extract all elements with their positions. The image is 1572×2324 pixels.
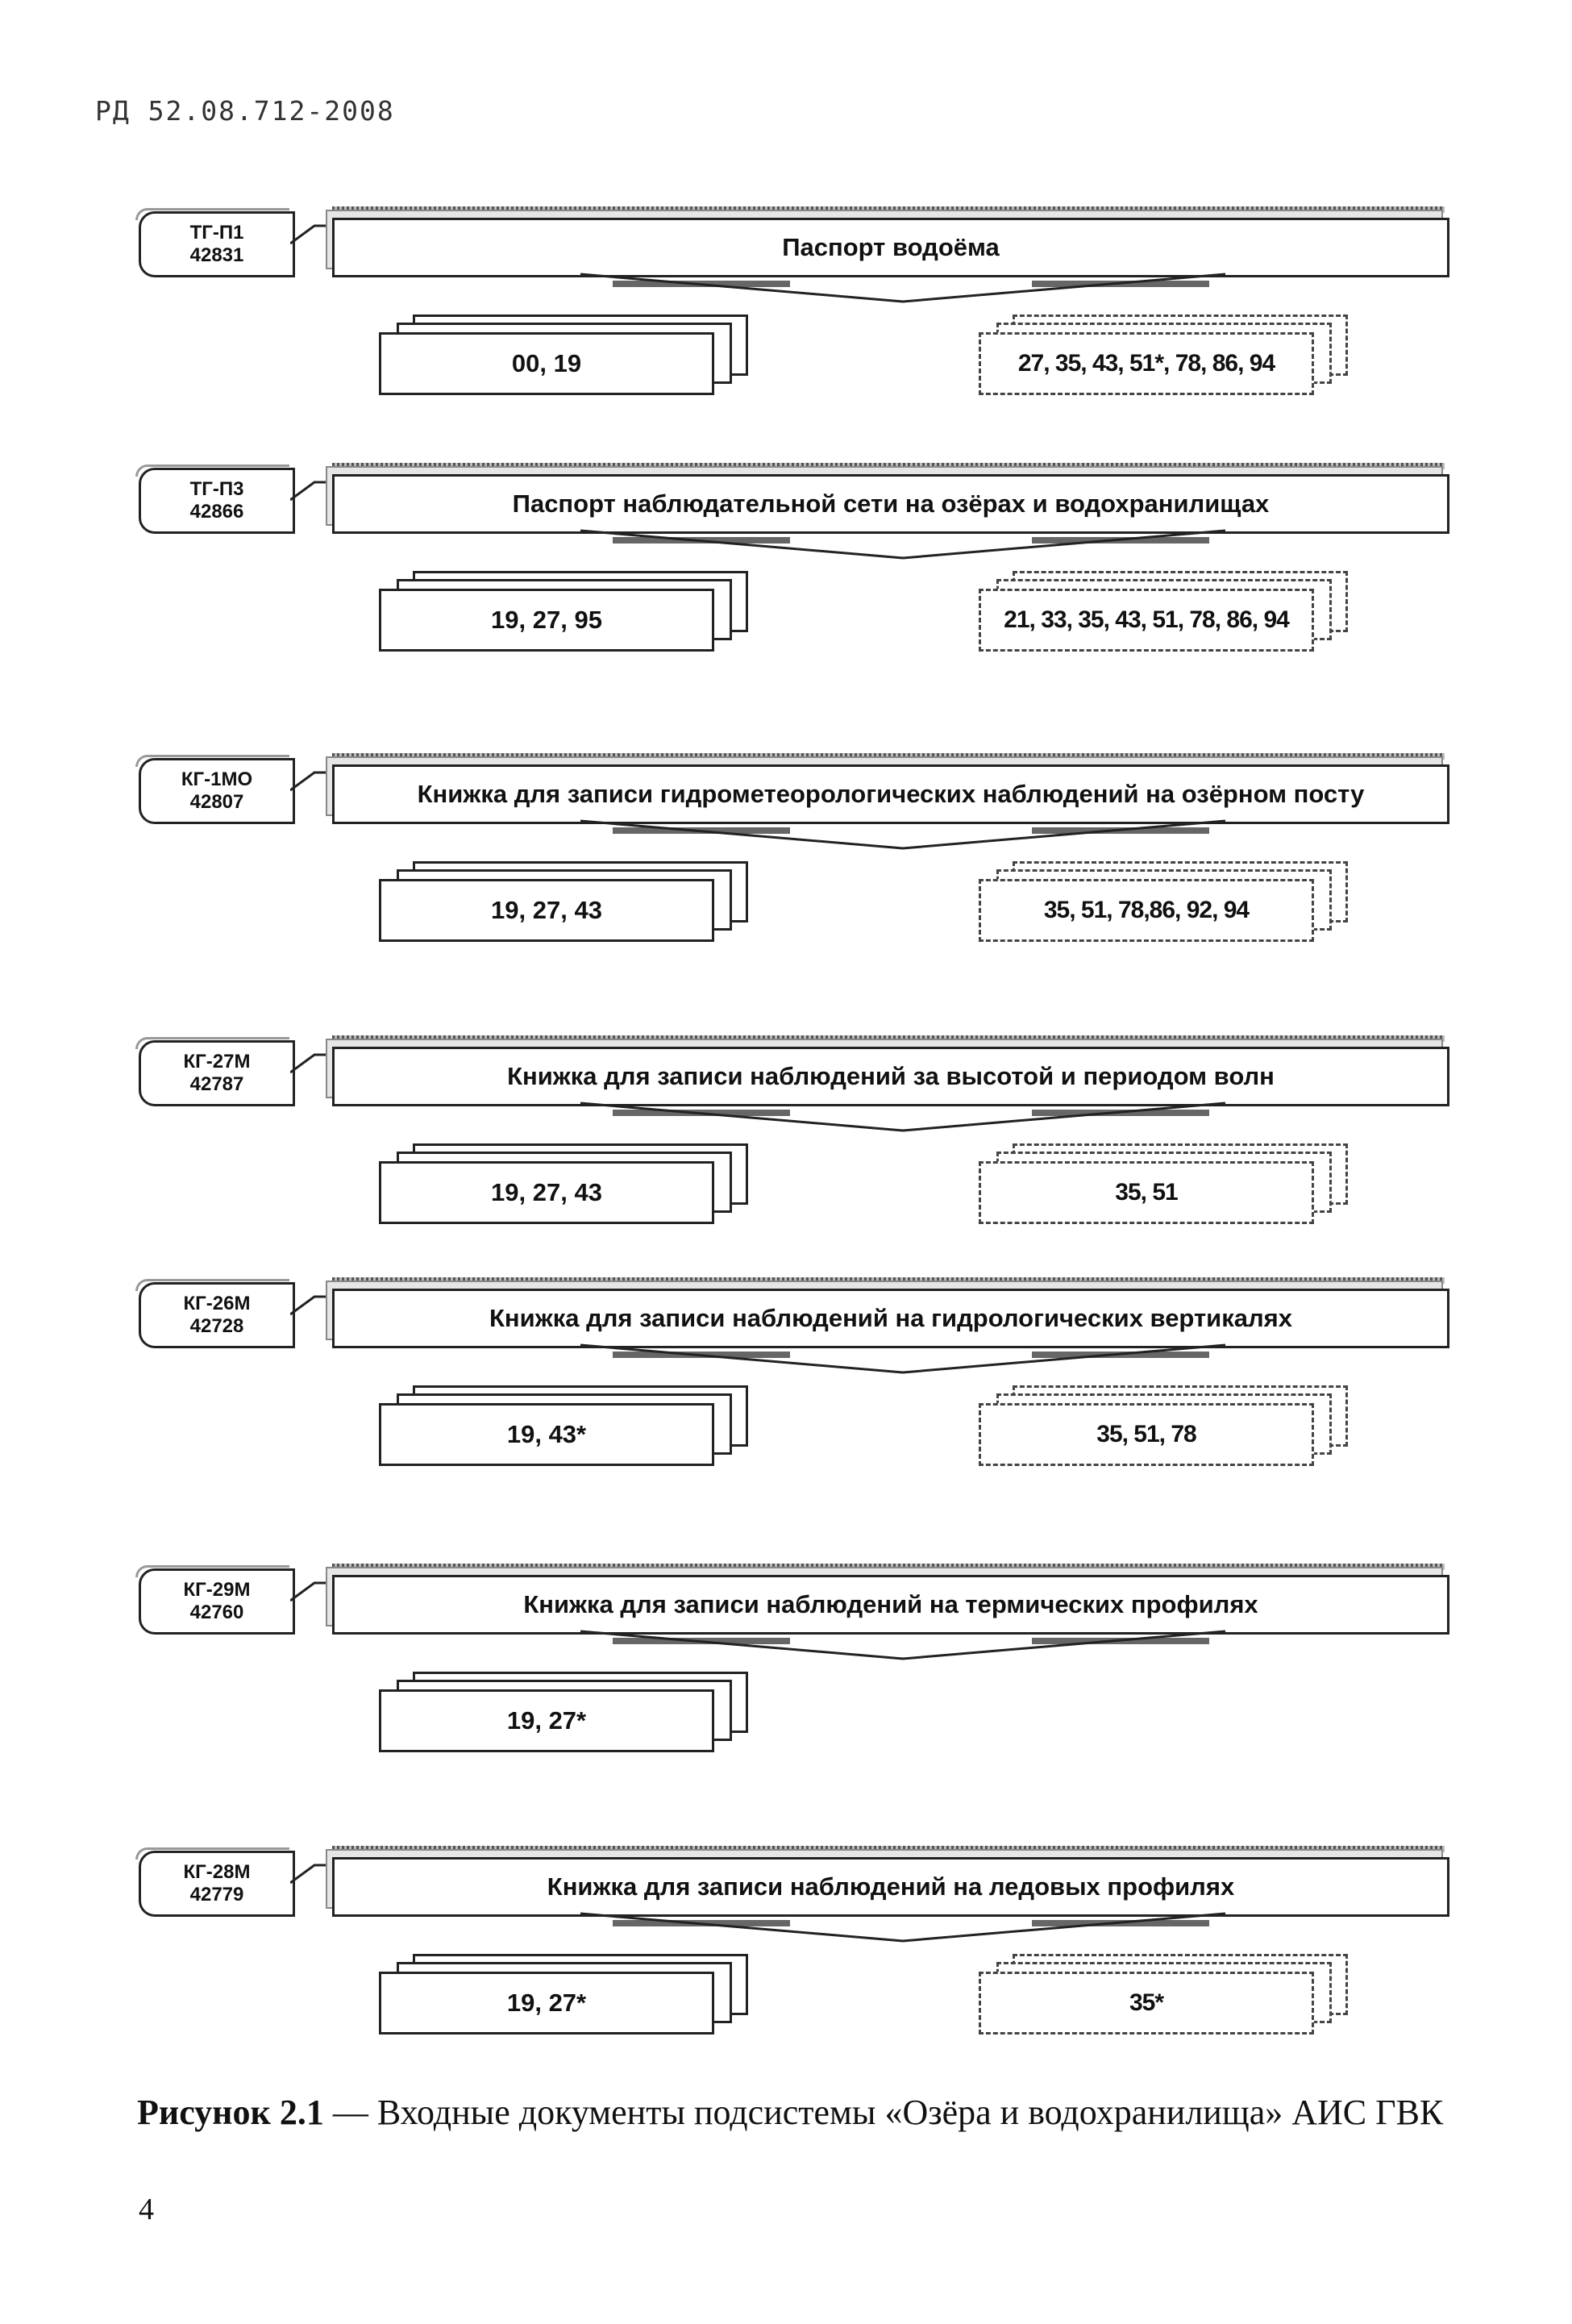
document-sheet: 19, 27, 43 bbox=[379, 1161, 714, 1224]
optional-documents-stack bbox=[979, 1954, 1350, 2035]
document-sheet: 35* bbox=[979, 1972, 1314, 2035]
document-block bbox=[0, 1040, 1572, 1282]
split-arrow bbox=[580, 1102, 1225, 1134]
document-title: Книжка для записи гидрометеорологических наблюдений на озёрном посту bbox=[332, 764, 1449, 824]
document-sheet: 19, 27, 95 bbox=[379, 589, 714, 652]
title-shadow-bar bbox=[332, 206, 1445, 213]
optional-documents-stack bbox=[979, 1143, 1350, 1224]
page-number: 4 bbox=[139, 2193, 154, 2226]
document-sheet: 35, 51 bbox=[979, 1161, 1314, 1224]
form-code: КГ-26М bbox=[183, 1293, 251, 1314]
form-code-box bbox=[139, 1851, 295, 1917]
form-number: 42760 bbox=[189, 1601, 244, 1623]
title-shadow-bar bbox=[332, 1035, 1445, 1042]
document-sheet: 19, 27* bbox=[379, 1689, 714, 1752]
form-code-box bbox=[139, 1040, 295, 1106]
form-code-box bbox=[139, 468, 295, 534]
optional-documents-stack bbox=[979, 861, 1350, 942]
split-arrow bbox=[580, 819, 1225, 852]
split-arrow bbox=[580, 1343, 1225, 1376]
document-sheet: 19, 27* bbox=[379, 1972, 714, 2035]
callout-connector bbox=[290, 1052, 339, 1076]
document-title: Паспорт наблюдательной сети на озёрах и водохранилищах bbox=[332, 474, 1449, 534]
source-documents-stack bbox=[379, 1385, 750, 1466]
figure-caption-text: — Входные документы подсистемы «Озёра и водохранилища» АИС ГВК bbox=[323, 2093, 1444, 2132]
split-arrow bbox=[580, 1912, 1225, 1944]
form-number: 42787 bbox=[189, 1073, 244, 1095]
source-documents-stack bbox=[379, 314, 750, 395]
figure-label: Рисунок 2.1 bbox=[137, 2093, 324, 2132]
source-documents-stack bbox=[379, 1672, 750, 1752]
document-title: Книжка для записи наблюдений за высотой и периодом волн bbox=[332, 1047, 1449, 1106]
document-sheet: 00, 19 bbox=[379, 332, 714, 395]
document-block bbox=[0, 1282, 1572, 1524]
document-title: Книжка для записи наблюдений на термических профилях bbox=[332, 1575, 1449, 1635]
form-code: КГ-27М bbox=[183, 1051, 251, 1072]
form-code: ТГ-П1 bbox=[189, 222, 244, 244]
form-code-box bbox=[139, 1282, 295, 1348]
document-title: Паспорт водоёма bbox=[332, 218, 1449, 277]
form-code-box bbox=[139, 211, 295, 277]
form-code: ТГ-П3 bbox=[189, 478, 244, 500]
document-sheet: 35, 51, 78,86, 92, 94 bbox=[979, 879, 1314, 942]
document-header: РД 52.08.712-2008 bbox=[95, 95, 395, 127]
title-shadow-bar bbox=[332, 463, 1445, 469]
figure-caption bbox=[137, 2092, 1443, 2133]
form-number: 42779 bbox=[189, 1884, 244, 1905]
source-documents-stack bbox=[379, 1143, 750, 1224]
split-arrow bbox=[580, 1630, 1225, 1662]
source-documents-stack bbox=[379, 571, 750, 652]
document-title: Книжка для записи наблюдений на ледовых профилях bbox=[332, 1857, 1449, 1917]
callout-connector bbox=[290, 1862, 339, 1886]
form-code: КГ-1МО bbox=[181, 768, 253, 790]
form-number: 42728 bbox=[189, 1315, 244, 1337]
document-sheet: 27, 35, 43, 51*, 78, 86, 94 bbox=[979, 332, 1314, 395]
form-number: 42807 bbox=[189, 791, 244, 813]
form-number: 42831 bbox=[189, 244, 244, 266]
document-sheet: 19, 43* bbox=[379, 1403, 714, 1466]
document-block bbox=[0, 1851, 1572, 2093]
optional-documents-stack bbox=[979, 1385, 1350, 1466]
form-code-box bbox=[139, 1568, 295, 1635]
document-sheet: 35, 51, 78 bbox=[979, 1403, 1314, 1466]
optional-documents-stack bbox=[979, 314, 1350, 395]
document-title: Книжка для записи наблюдений на гидрологических вертикалях bbox=[332, 1289, 1449, 1348]
form-code: КГ-29М bbox=[183, 1579, 251, 1601]
callout-connector bbox=[290, 479, 339, 503]
callout-connector bbox=[290, 1293, 339, 1318]
split-arrow bbox=[580, 529, 1225, 561]
title-shadow-bar bbox=[332, 1277, 1445, 1284]
title-shadow-bar bbox=[332, 1564, 1445, 1570]
title-shadow-bar bbox=[332, 1846, 1445, 1852]
form-code: КГ-28М bbox=[183, 1861, 251, 1883]
title-shadow-bar bbox=[332, 753, 1445, 760]
form-number: 42866 bbox=[189, 501, 244, 523]
source-documents-stack bbox=[379, 861, 750, 942]
callout-connector bbox=[290, 1580, 339, 1604]
split-arrow bbox=[580, 273, 1225, 305]
document-block bbox=[0, 211, 1572, 453]
document-block bbox=[0, 468, 1572, 710]
document-block bbox=[0, 1568, 1572, 1810]
form-code-box bbox=[139, 758, 295, 824]
callout-connector bbox=[290, 223, 339, 247]
document-sheet: 19, 27, 43 bbox=[379, 879, 714, 942]
document-sheet: 21, 33, 35, 43, 51, 78, 86, 94 bbox=[979, 589, 1314, 652]
optional-documents-stack bbox=[979, 571, 1350, 652]
source-documents-stack bbox=[379, 1954, 750, 2035]
document-block bbox=[0, 758, 1572, 1000]
callout-connector bbox=[290, 769, 339, 793]
